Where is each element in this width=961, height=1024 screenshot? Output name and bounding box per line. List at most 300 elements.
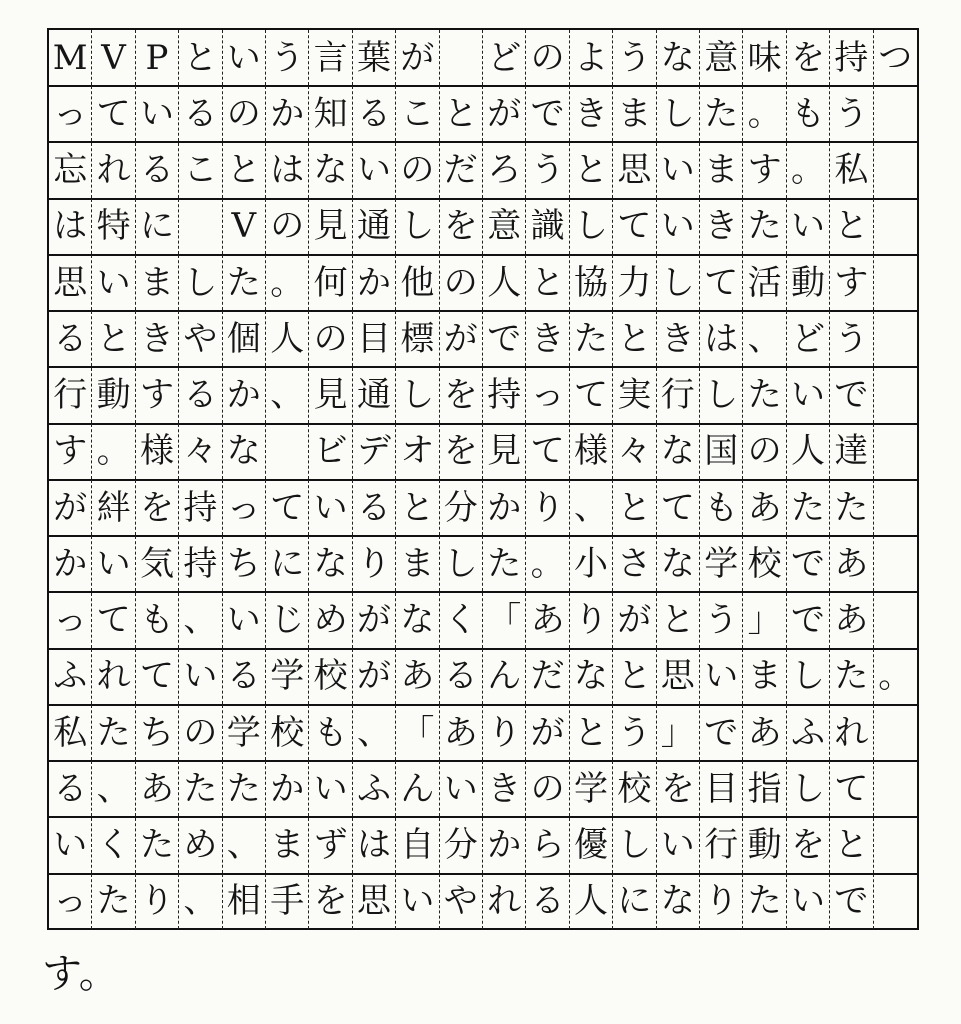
grid-cell: り [700,874,743,929]
grid-cell: 学 [266,649,309,704]
grid-cell: 「 [396,705,439,760]
grid-cell: き [483,761,526,816]
grid-cell: な [657,874,700,929]
grid-cell: く [92,818,135,873]
grid-cell: の [743,424,786,479]
grid-row [49,368,917,425]
grid-cell: と [570,143,613,198]
grid-cell: 気 [136,536,179,591]
grid-cell: の [526,30,569,85]
grid-cell: あ [743,480,786,535]
grid-cell: て [830,761,873,816]
grid-cell: を [309,874,352,929]
grid-cell [440,30,483,85]
grid-cell: た [830,480,873,535]
grid-cell: と [396,480,439,535]
grid-cell: 行 [700,818,743,873]
grid-cell: で [787,536,830,591]
grid-cell: ろ [483,143,526,198]
grid-cell: る [136,143,179,198]
grid-cell: デ [353,424,396,479]
grid-cell: り [526,480,569,535]
grid-cell: は [49,199,92,254]
grid-cell: と [613,649,656,704]
grid-cell: が [613,593,656,648]
grid-cell: っ [49,593,92,648]
grid-cell: ず [309,818,352,873]
grid-cell: の [396,143,439,198]
grid-cell: す [743,143,786,198]
grid-cell: す [830,255,873,310]
grid-cell: 私 [830,143,873,198]
grid-cell: ん [396,761,439,816]
grid-cell: う [830,311,873,366]
grid-cell: い [396,874,439,929]
grid-cell: か [266,761,309,816]
grid-cell: い [223,593,266,648]
grid-cell: を [787,818,830,873]
grid-cell: た [570,311,613,366]
trailing-text: す。 [42,951,119,997]
grid-row [49,86,917,143]
grid-cell: り [353,536,396,591]
grid-cell: で [830,368,873,423]
grid-cell: い [309,480,352,535]
grid-cell: や [179,311,222,366]
grid-cell: 持 [179,480,222,535]
grid-cell: も [787,86,830,141]
grid-cell: ま [396,536,439,591]
grid-cell: い [92,536,135,591]
grid-cell: ふ [787,705,830,760]
grid-row [49,424,917,481]
grid-cell: に [136,199,179,254]
grid-cell: 動 [787,255,830,310]
grid-cell: 校 [743,536,786,591]
grid-cell: あ [136,761,179,816]
grid-cell: か [483,480,526,535]
grid-cell: し [396,199,439,254]
grid-cell: れ [92,649,135,704]
grid-cell: 他 [396,255,439,310]
grid-cell: ち [223,536,266,591]
grid-cell: 手 [266,874,309,929]
grid-row [49,536,917,593]
grid-cell: た [223,255,266,310]
grid-cell: な [657,424,700,479]
grid-cell: 思 [49,255,92,310]
grid-cell: し [179,255,222,310]
grid-cell: 私 [49,705,92,760]
grid-cell: が [396,30,439,85]
grid-cell: ビ [309,424,352,479]
grid-cell: し [613,818,656,873]
grid-cell: ん [483,649,526,704]
grid-cell [874,536,917,591]
grid-cell: き [570,86,613,141]
grid-row [49,649,917,706]
grid-cell: り [136,874,179,929]
grid-cell: き [526,311,569,366]
grid-cell: 見 [309,199,352,254]
grid-cell: 持 [179,536,222,591]
grid-cell: に [613,874,656,929]
grid-cell: 自 [396,818,439,873]
grid-cell: 目 [353,311,396,366]
grid-cell: 実 [613,368,656,423]
grid-cell: い [700,649,743,704]
grid-cell: て [136,649,179,704]
grid-cell [874,143,917,198]
grid-cell: て [526,424,569,479]
grid-cell: 活 [743,255,786,310]
grid-cell: あ [743,705,786,760]
grid-cell: の [309,311,352,366]
grid-cell: い [657,199,700,254]
grid-cell: う [613,30,656,85]
grid-cell: す [49,424,92,479]
grid-cell: た [830,649,873,704]
grid-cell: い [657,818,700,873]
grid-cell [874,368,917,423]
grid-row [49,480,917,537]
grid-row [49,143,917,200]
grid-cell: こ [396,86,439,141]
grid-cell: 、 [353,705,396,760]
grid-cell: 目 [700,761,743,816]
grid-cell: い [223,30,266,85]
grid-cell: 持 [830,30,873,85]
grid-cell: 指 [743,761,786,816]
grid-cell: ま [613,86,656,141]
grid-cell: は [266,143,309,198]
grid-cell: い [179,649,222,704]
grid-cell: て [92,86,135,141]
grid-cell: て [92,593,135,648]
grid-cell: と [657,593,700,648]
grid-cell: 個 [223,311,266,366]
grid-cell: 特 [92,199,135,254]
grid-cell: こ [179,143,222,198]
grid-cell: 識 [526,199,569,254]
grid-cell: を [787,30,830,85]
grid-cell: 優 [570,818,613,873]
grid-row [49,199,917,256]
grid-cell: し [657,255,700,310]
grid-cell: た [483,536,526,591]
grid-cell: が [353,649,396,704]
grid-cell: で [830,874,873,929]
grid-cell [266,424,309,479]
grid-cell: し [396,368,439,423]
grid-cell: れ [92,143,135,198]
grid-cell: 人 [570,874,613,929]
grid-cell: 「 [483,593,526,648]
grid-cell: 動 [743,818,786,873]
grid-cell: と [830,818,873,873]
grid-cell: な [570,649,613,704]
grid-cell: 人 [787,424,830,479]
grid-cell: も [136,593,179,648]
grid-cell [179,199,222,254]
grid-cell [874,255,917,310]
grid-cell: で [700,705,743,760]
grid-cell: か [353,255,396,310]
grid-cell: う [266,30,309,85]
grid-cell: ま [136,255,179,310]
grid-cell [874,593,917,648]
grid-cell: も [700,480,743,535]
grid-cell [874,761,917,816]
grid-row [49,818,917,875]
grid-cell: 学 [570,761,613,816]
grid-cell: 絆 [92,480,135,535]
grid-cell: る [353,86,396,141]
grid-cell: じ [266,593,309,648]
grid-row [49,255,917,312]
grid-cell: 、 [179,874,222,929]
grid-cell: 。 [526,536,569,591]
grid-cell: が [526,705,569,760]
grid-cell: に [266,536,309,591]
grid-cell: 。 [92,424,135,479]
grid-cell: き [136,311,179,366]
grid-cell: 意 [700,30,743,85]
grid-cell: し [570,199,613,254]
grid-cell: 、 [743,311,786,366]
grid-cell: た [179,761,222,816]
grid-cell: と [440,86,483,141]
grid-cell: し [787,649,830,704]
grid-cell: で [483,311,526,366]
grid-cell: 」 [743,593,786,648]
grid-cell: れ [483,874,526,929]
grid-cell: 見 [483,424,526,479]
grid-cell: う [613,705,656,760]
grid-cell: 国 [700,424,743,479]
grid-cell: あ [396,649,439,704]
grid-cell: た [223,761,266,816]
grid-cell [874,311,917,366]
grid-cell: 校 [613,761,656,816]
grid-cell [874,874,917,929]
grid-cell: る [179,368,222,423]
grid-cell: と [179,30,222,85]
grid-cell: が [353,593,396,648]
grid-row [49,761,917,818]
grid-cell: し [787,761,830,816]
grid-cell: ま [266,818,309,873]
grid-cell: い [92,255,135,310]
grid-cell: り [483,705,526,760]
grid-cell: の [223,86,266,141]
grid-cell: 標 [396,311,439,366]
grid-cell: と [92,311,135,366]
grid-cell: 分 [440,818,483,873]
grid-cell: 。 [878,656,913,697]
grid-cell [874,818,917,873]
grid-row [49,593,917,650]
grid-cell: な [396,593,439,648]
grid-cell: だ [440,143,483,198]
grid-cell: 校 [309,649,352,704]
grid-cell: が [483,86,526,141]
grid-cell: 行 [49,368,92,423]
grid-cell: P [136,30,179,85]
grid-cell: い [787,368,830,423]
grid-cell: ど [483,30,526,85]
grid-cell: 相 [223,874,266,929]
grid-cell: う [700,593,743,648]
grid-cell: 々 [179,424,222,479]
grid-cell: て [657,480,700,535]
grid-cell: は [353,818,396,873]
grid-cell: を [440,368,483,423]
grid-cell: と [613,311,656,366]
grid-cell: M [49,30,92,85]
grid-cell: で [787,593,830,648]
grid-cell: の [440,255,483,310]
grid-cell: の [266,199,309,254]
grid-cell: 。 [266,255,309,310]
grid-cell: 学 [223,705,266,760]
grid-cell: で [526,86,569,141]
grid-cell: 校 [266,705,309,760]
grid-cell: 行 [657,368,700,423]
grid-cell: た [743,199,786,254]
grid-cell: る [49,761,92,816]
grid-cell: る [179,86,222,141]
grid-cell: う [526,143,569,198]
grid-cell: 持 [483,368,526,423]
grid-cell: の [179,705,222,760]
grid-cell: も [309,705,352,760]
grid-cell: た [136,818,179,873]
grid-cell: 意 [483,199,526,254]
grid-cell: 」 [657,705,700,760]
grid-cell: う [830,86,873,141]
grid-cell: 何 [309,255,352,310]
grid-cell: 、 [223,818,266,873]
grid-cell: が [440,311,483,366]
grid-cell: れ [830,705,873,760]
grid-cell: た [743,368,786,423]
grid-cell: だ [526,649,569,704]
grid-cell: 見 [309,368,352,423]
grid-cell: し [440,536,483,591]
grid-cell: て [266,480,309,535]
grid-cell: ど [787,311,830,366]
grid-cell [874,199,917,254]
grid-cell: 言 [309,30,352,85]
grid-row [49,874,917,931]
grid-cell: ち [136,705,179,760]
grid-cell: 達 [830,424,873,479]
grid-cell: た [92,705,135,760]
grid-cell: か [49,536,92,591]
grid-cell: 学 [700,536,743,591]
grid-cell: 通 [353,199,396,254]
grid-cell: す [136,368,179,423]
grid-cell: 人 [483,255,526,310]
grid-cell: と [526,255,569,310]
grid-cell: た [787,480,830,535]
grid-cell: ら [526,818,569,873]
grid-cell: 思 [657,649,700,704]
grid-cell: ま [700,143,743,198]
grid-cell: 小 [570,536,613,591]
grid-cell: た [92,874,135,929]
grid-cell: 。 [787,143,830,198]
grid-cell: っ [49,86,92,141]
grid-cell: よ [570,30,613,85]
grid-cell: な [309,536,352,591]
grid-cell: が [49,480,92,535]
grid-cell: と [570,705,613,760]
grid-cell: を [136,480,179,535]
grid-cell: 、 [266,368,309,423]
grid-cell: さ [613,536,656,591]
grid-cell: あ [830,536,873,591]
grid-cell: あ [440,705,483,760]
grid-cell: る [440,649,483,704]
grid-cell: 味 [743,30,786,85]
grid-cell: 、 [179,593,222,648]
grid-cell: 様 [570,424,613,479]
grid-cell: り [570,593,613,648]
grid-cell: を [657,761,700,816]
grid-cell: を [440,424,483,479]
grid-row [49,311,917,368]
grid-cell: 思 [353,874,396,929]
grid-cell: し [700,368,743,423]
grid-cell: た [700,86,743,141]
grid-cell: て [613,199,656,254]
grid-cell: つ [878,37,913,78]
grid-cell: た [743,874,786,929]
grid-cell: オ [396,424,439,479]
grid-cell [874,705,917,760]
manuscript-grid [47,28,919,930]
grid-cell: 力 [613,255,656,310]
grid-cell: 動 [92,368,135,423]
grid-cell: い [49,818,92,873]
grid-row [49,30,917,87]
grid-cell: は [700,311,743,366]
grid-cell [874,480,917,535]
grid-cell [874,424,917,479]
grid-cell: 協 [570,255,613,310]
grid-cell: 、 [92,761,135,816]
grid-cell: と [613,480,656,535]
grid-cell: い [440,761,483,816]
grid-cell: ふ [49,649,92,704]
grid-cell: る [49,311,92,366]
grid-cell: て [700,255,743,310]
grid-cell: V [223,199,266,254]
grid-cell: 、 [570,480,613,535]
grid-cell: い [309,761,352,816]
grid-cell: な [309,143,352,198]
grid-cell: な [657,30,700,85]
grid-cell: や [440,874,483,929]
grid-cell: る [526,874,569,929]
grid-cell: ふ [353,761,396,816]
grid-cell: い [136,86,179,141]
grid-cell: 通 [353,368,396,423]
grid-cell: め [179,818,222,873]
grid-cell: っ [526,368,569,423]
